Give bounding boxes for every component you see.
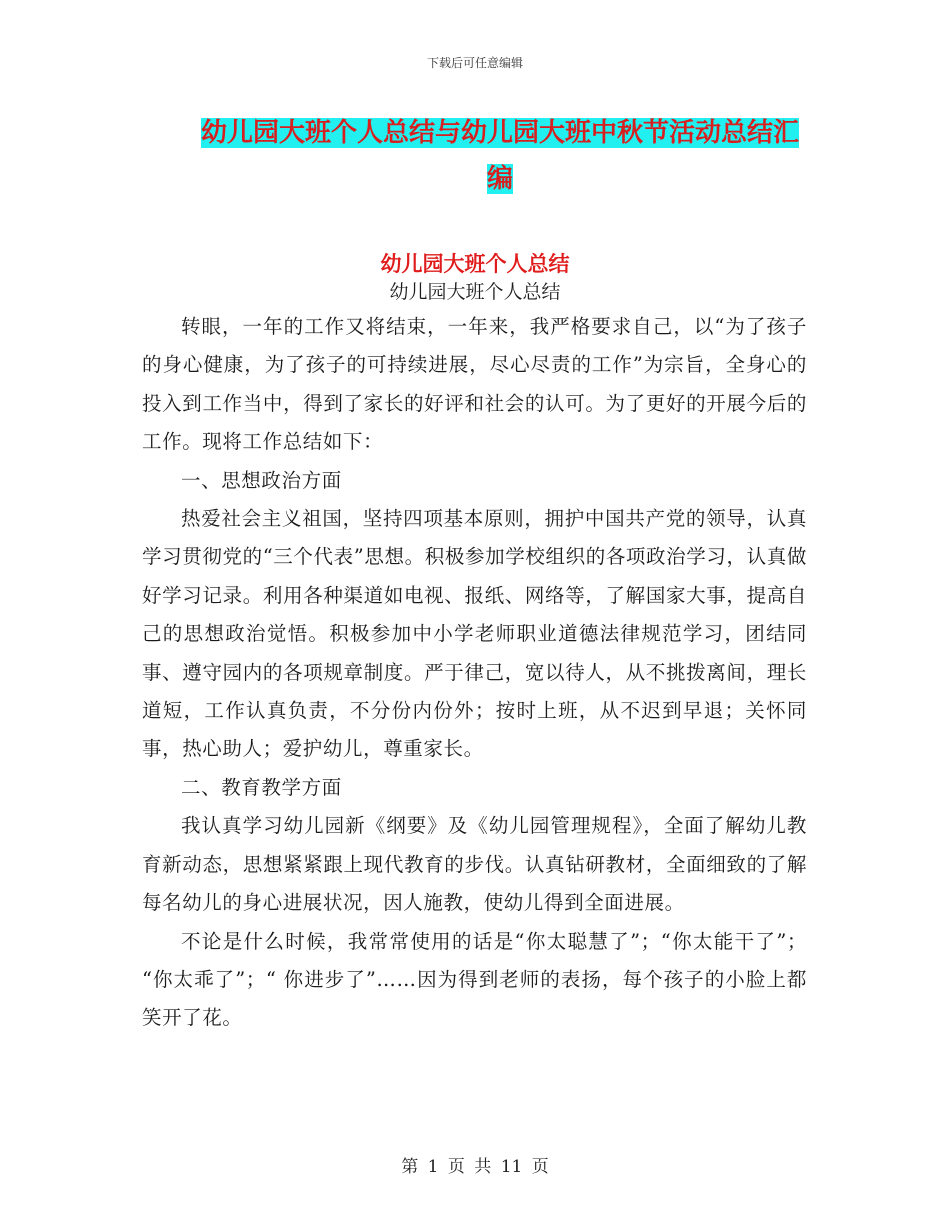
body-text [142, 308, 807, 1038]
paragraph-praise: 不论是什么时候，我常常使用的话是“你太聪慧了”；“你太能干了”； “你太乖了”；“ 你进步了”……因为得到老师的表扬，每个孩子的小脸上都笑开了花。 [142, 929, 807, 1030]
section-subtitle: 幼儿园大班个人总结 [389, 281, 561, 303]
paragraph-teaching: 我认真学习幼儿园新《纲要》及《幼儿园管理规程》，全面了解幼儿教育新动态，思想紧紧跟上现代教育的步伐。认真钻研教材，全面细致的了解每名幼儿的身心进展状况，因人施教，使幼儿得到全面进展。 [142, 814, 807, 915]
document-title [190, 110, 810, 202]
heading-teaching: 二、教育教学方面 [181, 775, 342, 799]
section-title: 幼儿园大班个人总结 [380, 252, 570, 276]
document-title-text: 幼儿园大班个人总结与幼儿园大班中秋节活动总结汇编 [200, 118, 799, 194]
page-footer: 第 1 页 共 11 页 [401, 1157, 549, 1177]
header-note: 下载后可任意编辑 [426, 56, 523, 70]
paragraph-intro: 转眼，一年的工作又将结束，一年来，我严格要求自己，以“为了孩子的身心健康，为了孩子的可持续进展，尽心尽责的工作”为宗旨，全身心的投入到工作当中，得到了家长的好评和社会的认可。为了更好的开展今后的工作。现将工作总结如下： [142, 315, 807, 454]
heading-political: 一、思想政治方面 [181, 468, 342, 492]
paragraph-political: 热爱社会主义祖国，坚持四项基本原则，拥护中国共产党的领导，认真学习贯彻党的“三个代表”思想。积极参加学校组织的各项政治学习，认真做好学习记录。利用各种渠道如电视、报纸、网络等，了解国家大事，提高自己的思想政治觉悟。积极参加中小学老师职业道德法律规范学习，团结同事、遵守园内的各项规章制度。严于律己，宽以待人，从不挑拨离间，理长道短，工作认真负责，不分份内份外；按时上班，从不迟到早退；关怀同事，热心助人；爱护幼儿，尊重家长。 [142, 507, 807, 761]
